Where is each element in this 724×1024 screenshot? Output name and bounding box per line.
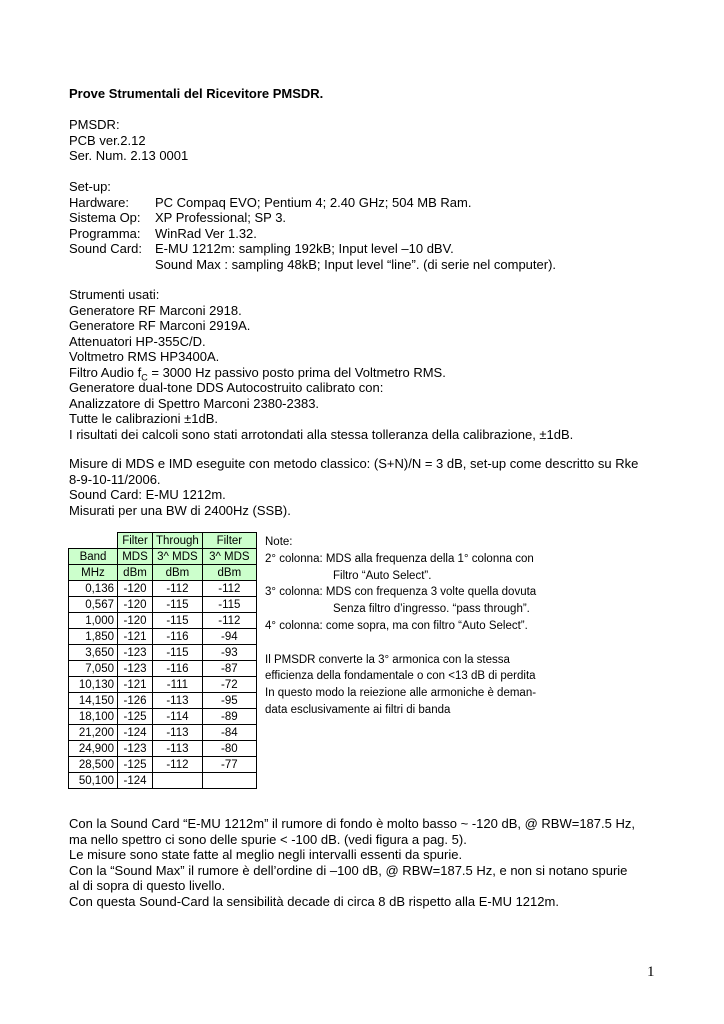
table-cell: -94 (202, 629, 256, 645)
note-line: 3° colonna: MDS con frequenza 3 volte quella dovuta (265, 586, 537, 599)
conclusion-line: Con la Sound Card “E-MU 1212m” il rumore di fondo è molto basso ~ -120 dB, @ RBW=187.5 Hz, (69, 816, 635, 831)
table-cell: 14,150 (69, 693, 118, 709)
table-cell: -87 (202, 661, 256, 677)
table-cell: -113 (153, 693, 203, 709)
note-line: Senza filtro d’ingresso. “pass through”. (333, 603, 530, 616)
setup-row (69, 226, 556, 242)
instrument-item: Tutte le calibrazioni ±1dB. (69, 411, 219, 426)
setup-row (69, 195, 556, 211)
table-cell: -120 (118, 597, 153, 613)
instrument-item: Attenuatori HP-355C/D. (69, 333, 206, 349)
note-line: data esclusivamente ai filtri di banda (265, 703, 451, 716)
conclusion-line: Con la “Sound Max” il rumore è dell’ordine di –100 dB, @ RBW=187.5 Hz, e non si notano spurie (69, 862, 628, 878)
table-cell: 0,567 (69, 597, 118, 613)
table-cell: -115 (153, 613, 203, 629)
setup-row (69, 257, 556, 273)
table-cell: -116 (153, 629, 203, 645)
filter-text-end: = 3000 Hz passivo posto prima del Voltmetro RMS. (147, 364, 446, 380)
setup-heading: Set-up: (69, 179, 111, 194)
filter-subscript: C (141, 372, 148, 383)
table-row (69, 709, 257, 725)
device-info (69, 117, 188, 164)
table-cell: 24,900 (69, 741, 118, 757)
table-cell: 1,000 (69, 613, 118, 629)
setup-label: Hardware: (69, 194, 129, 210)
table-cell: -115 (153, 597, 203, 613)
table-row (69, 677, 257, 693)
table-row (69, 597, 257, 613)
filter-text: Filtro Audio f (69, 364, 142, 380)
method-line: 8-9-10-11/2006. (69, 471, 161, 487)
instrument-item: Generatore RF Marconi 2918. (69, 302, 242, 318)
setup-label (69, 257, 155, 273)
method-line: Misure di MDS e IMD eseguite con metodo classico: (S+N)/N = 3 dB, set-up come descritto su Rke (69, 456, 639, 471)
table-header-cell: dBm (202, 565, 256, 581)
table-header-row (69, 549, 257, 565)
notes-section (265, 534, 536, 719)
table-cell: 7,050 (69, 661, 118, 677)
table-cell: -120 (118, 613, 153, 629)
filter-item (69, 365, 573, 381)
method-line: Misurati per una BW di 2400Hz (SSB). (69, 502, 291, 518)
table-cell: -112 (202, 613, 256, 629)
setup-row (69, 210, 556, 226)
pcb-version: PCB ver.2.12 (69, 132, 146, 148)
table-cell: 3,650 (69, 645, 118, 661)
table-header-cell: Band (69, 549, 118, 565)
note-line: In questo modo la reiezione alle armoniche è deman- (265, 687, 537, 700)
note-line: 4° colonna: come sopra, ma con filtro “Auto Select”. (265, 619, 528, 632)
table-cell: -77 (202, 757, 256, 773)
table-header-cell: MDS (118, 549, 153, 565)
mds-table (68, 532, 257, 789)
table-cell: -115 (153, 645, 203, 661)
table-cell: -72 (202, 677, 256, 693)
note-spacer (265, 635, 536, 652)
table-row (69, 645, 257, 661)
conclusion-line: al di sopra di questo livello. (69, 878, 226, 893)
instruments-heading: Strumenti usati: (69, 287, 160, 302)
note-line: Filtro “Auto Select”. (333, 569, 432, 582)
setup-value: PC Compaq EVO; Pentium 4; 2.40 GHz; 504 MB Ram. (155, 194, 472, 210)
note-line: efficienza della fondamentale o con <13 dB di perdita (265, 670, 536, 683)
table-row (69, 613, 257, 629)
instrument-item: Generatore RF Marconi 2919A. (69, 318, 251, 333)
table-cell: -125 (118, 757, 153, 773)
table-cell: 1,850 (69, 629, 118, 645)
table-header-cell: MHz (69, 565, 118, 581)
instrument-item: Generatore dual-tone DDS Autocostruito calibrato con: (69, 380, 384, 395)
table-cell: -112 (153, 757, 203, 773)
table-cell (202, 773, 256, 789)
setup-label: Sound Card: (69, 241, 142, 256)
table-cell: 21,200 (69, 725, 118, 741)
method-section (69, 456, 638, 518)
table-cell: -80 (202, 741, 256, 757)
table-cell: -124 (118, 773, 153, 789)
table-cell: 28,500 (69, 757, 118, 773)
table-cell: 18,100 (69, 709, 118, 725)
serial-number: Ser. Num. 2.13 0001 (69, 148, 189, 163)
setup-label: Sistema Op: (69, 210, 141, 225)
note-line: 2° colonna: MDS alla frequenza della 1° colonna con (265, 552, 534, 565)
table-cell: -89 (202, 709, 256, 725)
table-cell: -111 (153, 677, 203, 693)
table-cell: -112 (153, 581, 203, 597)
table-cell: -114 (153, 709, 203, 725)
table-header-cell: 3^ MDS (202, 549, 256, 565)
table-cell: -124 (118, 725, 153, 741)
instrument-item: Voltmetro RMS HP3400A. (69, 349, 220, 364)
table-cell: -113 (153, 741, 203, 757)
device-name: PMSDR: (69, 117, 120, 132)
table-cell: -93 (202, 645, 256, 661)
instruments-section (69, 287, 573, 442)
table-header-cell (69, 533, 118, 549)
table-cell: -125 (118, 709, 153, 725)
table-row (69, 757, 257, 773)
instrument-item: I risultati dei calcoli sono stati arrotondati alla stessa tolleranza della calibrazione, ±1dB. (69, 426, 574, 442)
conclusion-line: ma nello spettro ci sono delle spurie < -100 dB. (vedi figura a pag. 5). (69, 831, 467, 847)
setup-value: WinRad Ver 1.32. (155, 225, 257, 241)
setup-value: XP Professional; SP 3. (155, 210, 287, 225)
table-header-row (69, 533, 257, 549)
table-header-cell: Filter (118, 533, 153, 549)
table-cell: -113 (153, 725, 203, 741)
note-line: Il PMSDR converte la 3° armonica con la stessa (265, 653, 510, 666)
table-cell: -123 (118, 661, 153, 677)
table-header-cell: 3^ MDS (153, 549, 203, 565)
table-cell: -123 (118, 741, 153, 757)
setup-row (69, 241, 556, 257)
table-header-row (69, 565, 257, 581)
table-header-cell: dBm (118, 565, 153, 581)
table-cell: -121 (118, 677, 153, 693)
table-cell: -126 (118, 693, 153, 709)
table-header-cell: dBm (153, 565, 203, 581)
table-row (69, 773, 257, 789)
setup-value: Sound Max : sampling 48kB; Input level “line”. (di serie nel computer). (155, 256, 557, 272)
table-cell: 0,136 (69, 581, 118, 597)
table-row (69, 581, 257, 597)
table-header-cell: Through (153, 533, 203, 549)
table-cell: -123 (118, 645, 153, 661)
table-row (69, 629, 257, 645)
table-cell: -121 (118, 629, 153, 645)
table-row (69, 661, 257, 677)
table-row (69, 725, 257, 741)
conclusion-line: Con questa Sound-Card la sensibilità decade di circa 8 dB rispetto alla E-MU 1212m. (69, 893, 559, 909)
instrument-item: Analizzatore di Spettro Marconi 2380-2383. (69, 395, 320, 411)
notes-heading: Note: (265, 536, 293, 548)
conclusion-line: Le misure sono state fatte al meglio negli intervalli essenti da spurie. (69, 847, 463, 862)
table-cell: -120 (118, 581, 153, 597)
table-cell: -116 (153, 661, 203, 677)
page-number: 1 (647, 964, 655, 980)
table-cell: -112 (202, 581, 256, 597)
conclusion-section (69, 816, 635, 909)
table-row (69, 741, 257, 757)
setup-label: Programma: (69, 225, 141, 241)
table-cell: 10,130 (69, 677, 118, 693)
method-line: Sound Card: E-MU 1212m. (69, 487, 226, 502)
setup-section (69, 179, 556, 272)
table-cell (153, 773, 203, 789)
table-cell: 50,100 (69, 773, 118, 789)
table-header-cell: Filter (202, 533, 256, 549)
table-row (69, 693, 257, 709)
setup-value: E-MU 1212m: sampling 192kB; Input level –10 dBV. (155, 241, 454, 256)
table-cell: -115 (202, 597, 256, 613)
document-title: Prove Strumentali del Ricevitore PMSDR. (69, 86, 324, 101)
table-cell: -95 (202, 693, 256, 709)
table-cell: -84 (202, 725, 256, 741)
